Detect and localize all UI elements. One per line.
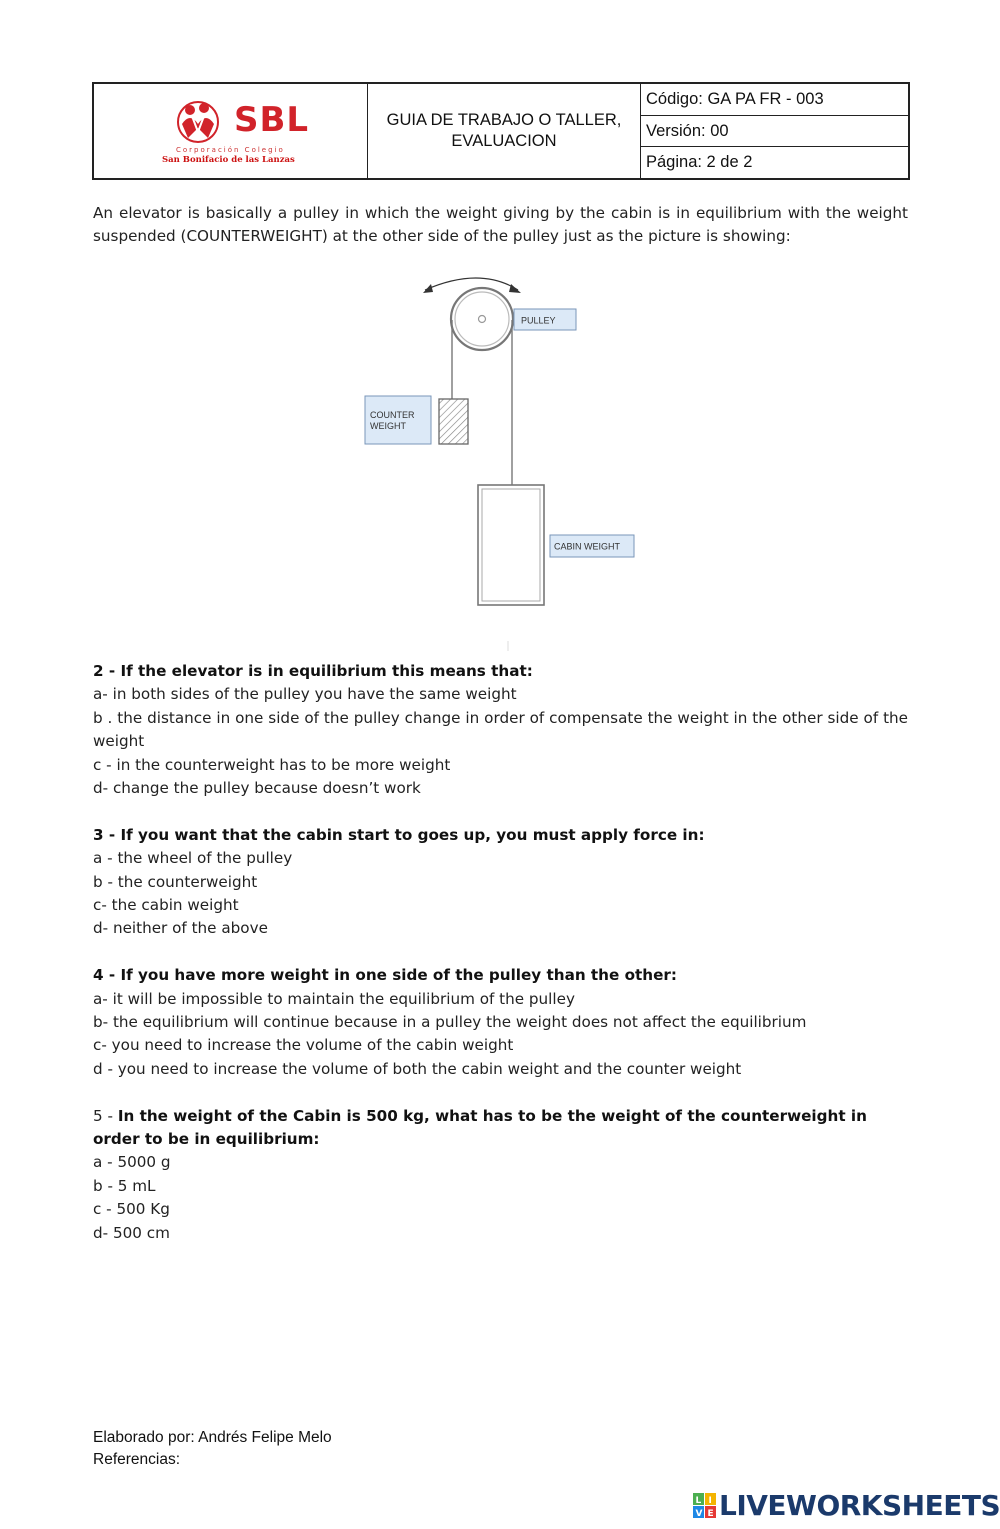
- option-a: a- in both sides of the pulley you have the same weight: [93, 685, 517, 704]
- arrowhead-left-icon: [423, 284, 433, 293]
- option-a: a - the wheel of the pulley: [93, 849, 293, 868]
- liveworksheets-brand: [693, 1488, 1000, 1524]
- pulley-axle-icon: [479, 316, 486, 323]
- header-table: [92, 82, 910, 180]
- title-line-2: EVALUACION: [451, 132, 557, 150]
- counter-label-line-1: COUNTER: [370, 410, 415, 420]
- author-line: Elaborado por: Andrés Felipe Melo: [93, 1429, 332, 1446]
- elevator-diagram: [355, 268, 655, 658]
- question-title: 2 - If the elevator is in equilibrium this means that:: [93, 662, 533, 680]
- cabin-block: [478, 485, 544, 605]
- title-line-1: GUIA DE TRABAJO O TALLER,: [386, 111, 622, 129]
- question-title: [93, 1105, 908, 1152]
- question-text: In the weight of the Cabin is 500 kg, what has to be the weight of the counterweight in order to be in equilibrium:: [93, 1106, 867, 1149]
- option-c: c - in the counterweight has to be more weight: [93, 755, 451, 774]
- arrowhead-right-icon: [509, 284, 521, 293]
- intro-paragraph: An elevator is basically a pulley in which the weight giving by the cabin is in equilibrium with the weight suspended (COUNTERWEIGHT) at the other side of the pulley just as the picture is showing:: [93, 204, 908, 245]
- code-cell: Código: GA PA FR - 003: [641, 84, 908, 116]
- option-d: d- neither of the above: [93, 919, 268, 938]
- question-title: 4 - If you have more weight in one side of the pulley than the other:: [93, 966, 677, 985]
- option-b: b - the counterweight: [93, 872, 258, 891]
- question-number: 5 -: [93, 1106, 118, 1125]
- liveworksheets-logo-icon: [693, 1492, 717, 1520]
- question-4: [93, 964, 908, 1081]
- page-cell: Página: 2 de 2: [646, 153, 753, 172]
- footer: [93, 1427, 332, 1471]
- option-b: b - 5 mL: [93, 1176, 156, 1195]
- pulley-wheel-icon: [451, 288, 513, 350]
- school-name: San Bonifacio de las Lanzas: [162, 155, 295, 165]
- option-b: b- the equilibrium will continue because in a pulley the weight does not affect the equilibrium: [93, 1013, 807, 1032]
- question-2: [93, 660, 908, 800]
- option-d: d- change the pulley because doesn’t work: [93, 779, 421, 798]
- option-a: a- it will be impossible to maintain the equilibrium of the pulley: [93, 989, 575, 1008]
- logo-letter-v: V: [695, 1509, 703, 1519]
- school-emblem-icon: [168, 98, 232, 146]
- counterweight-label-box: [365, 396, 431, 444]
- document-meta: [641, 84, 908, 178]
- pulley-label: PULLEY: [521, 315, 556, 326]
- option-d: d- 500 cm: [93, 1223, 170, 1242]
- question-5: [93, 1105, 908, 1245]
- logo-text: SBL: [234, 100, 310, 140]
- option-c: c - 500 Kg: [93, 1200, 170, 1219]
- brand-name: LIVEWORKSHEETS: [719, 1489, 1000, 1522]
- option-c: c- you need to increase the volume of the cabin weight: [93, 1036, 514, 1055]
- references-line: Referencias:: [93, 1451, 181, 1468]
- version-cell: Versión: 00: [641, 116, 908, 148]
- option-c: c- the cabin weight: [93, 896, 239, 915]
- logo-letter-e: E: [707, 1509, 714, 1519]
- logo-letter-l: L: [695, 1496, 702, 1506]
- cabin-label: CABIN WEIGHT: [554, 541, 621, 552]
- option-b: b . the distance in one side of the pulley change in order of compensate the weight in the other side of the weight: [93, 708, 908, 751]
- school-logo: [94, 84, 368, 178]
- document-title: [368, 84, 641, 178]
- rotation-arrow-icon: [425, 278, 518, 290]
- counter-label-line-2: WEIGHT: [370, 421, 406, 431]
- logo-subtitle: Corporación Colegio: [176, 146, 285, 154]
- question-title: 3 - If you want that the cabin start to goes up, you must apply force in:: [93, 825, 705, 844]
- option-d: d - you need to increase the volume of both the cabin weight and the counter weight: [93, 1059, 742, 1078]
- counterweight-block: [439, 399, 468, 444]
- questions-section: [93, 660, 908, 1245]
- question-3: [93, 824, 908, 941]
- option-a: a - 5000 g: [93, 1153, 171, 1172]
- logo-letter-i: I: [708, 1496, 712, 1506]
